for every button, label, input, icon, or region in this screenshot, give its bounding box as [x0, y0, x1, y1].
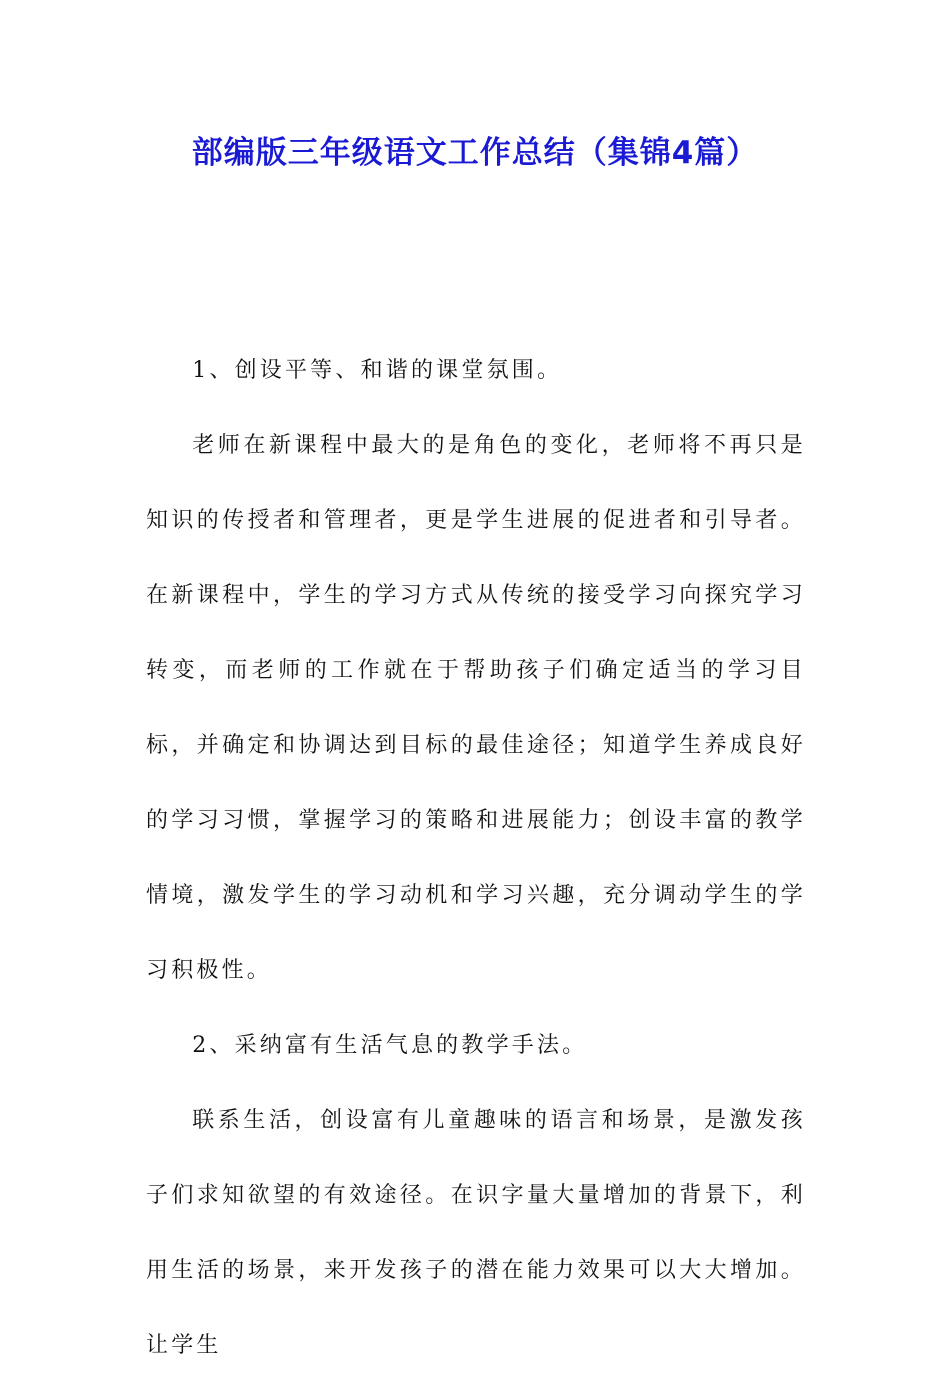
paragraph: 联系生活，创设富有儿童趣味的语言和场景，是激发孩子们求知欲望的有效途径。在识字量大量增加的背景下，利用生活的场景，来开发孩子的潜在能力效果可以大大增加。让学生: [146, 1108, 806, 1358]
paragraph-heading-2: 2、采纳富有生活气息的教学手法。: [192, 1033, 588, 1058]
document-title: 部编版三年级语文工作总结（集锦4篇）: [191, 135, 759, 171]
paragraph-heading-1: 1、创设平等、和谐的课堂氛围。: [192, 358, 563, 383]
paragraph: 老师在新课程中最大的是角色的变化，老师将不再只是知识的传授者和管理者，更是学生进展的促进者和引导者。在新课程中，学生的学习方式从传统的接受学习向探究学习转变，而老师的工作就在于帮助孩子们确定适当的学习目标，并确定和协调达到目标的最佳途径；知道学生养成良好的学习习惯，掌握学习的策略和进展能力；创设丰富的教学情境，激发学生的学习动机和学习兴趣，充分调动学生的学习积极性。: [146, 433, 806, 983]
document-body: [146, 333, 806, 1383]
